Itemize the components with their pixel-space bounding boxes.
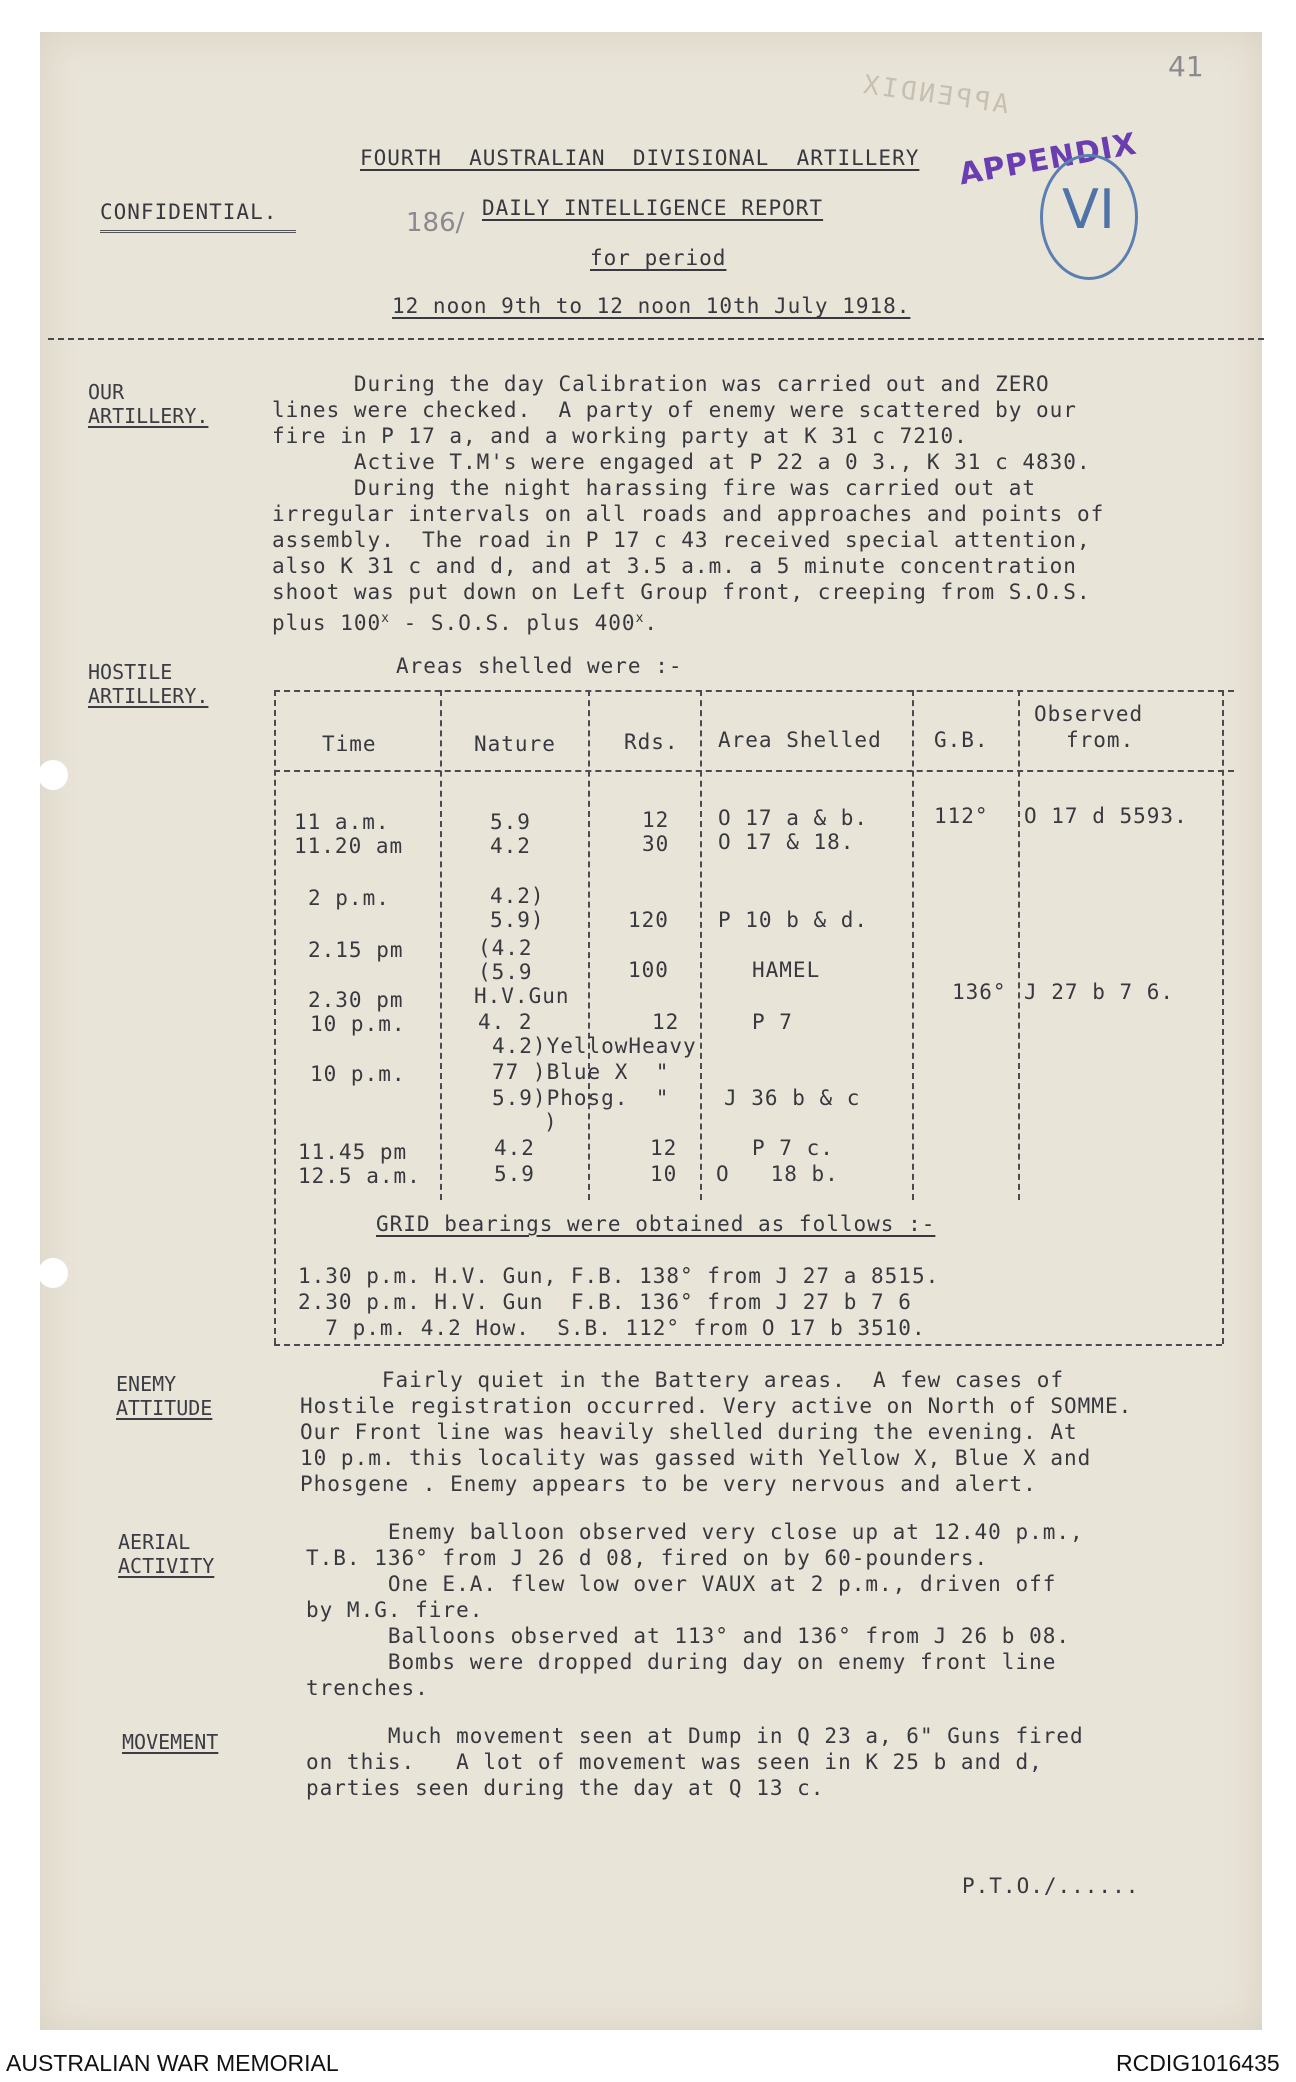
cell-time: 12.5 a.m. — [298, 1164, 421, 1188]
text-line: Fairly quiet in the Battery areas. A few cases of — [300, 1368, 1065, 1392]
cell-nature: 5.9 — [494, 1162, 535, 1186]
text-line: on this. A lot of movement was seen in K 25 b and d, — [306, 1750, 1043, 1774]
cell-time: 10 p.m. — [310, 1062, 406, 1086]
cell-time: 11.45 pm — [298, 1140, 408, 1164]
footer-record-id: RCDIG1016435 — [1116, 2050, 1280, 2076]
report-title: DAILY INTELLIGENCE REPORT — [482, 196, 824, 220]
cell-area: P 10 b & d. — [718, 908, 869, 932]
grid-bearings-heading: GRID bearings were obtained as follows :- — [376, 1212, 936, 1236]
cell-rds: 30 — [642, 832, 670, 856]
our-artillery-label-1: OUR — [88, 380, 125, 404]
cell-time: 2.30 pm — [308, 988, 404, 1012]
enemy-attitude-label-2: ATTITUDE — [116, 1396, 213, 1420]
cell-rds: 100 — [628, 958, 669, 982]
text-line: Balloons observed at 113° and 136° from J 26 b 08. — [306, 1624, 1071, 1648]
text-line: T.B. 136° from J 26 d 08, fired on by 60-pounders. — [306, 1546, 989, 1570]
text-line: One E.A. flew low over VAUX at 2 p.m., driven off — [306, 1572, 1057, 1596]
cell-rds: 10 — [650, 1162, 678, 1186]
our-artillery-label-2: ARTILLERY. — [88, 404, 209, 428]
page-number-mark: 41 — [1168, 50, 1204, 83]
punch-hole — [38, 1258, 68, 1288]
table-top-border — [274, 690, 1234, 692]
movement-label: MOVEMENT — [122, 1730, 219, 1754]
text-line: Phosgene . Enemy appears to be very nervous and alert. — [300, 1472, 1037, 1496]
for-period-label: for period — [590, 246, 727, 270]
col-header-observed: Observed — [1034, 702, 1144, 726]
cell-time: 2 p.m. — [308, 886, 390, 910]
col-header-area: Area Shelled — [718, 728, 882, 752]
areas-shelled-intro: Areas shelled were :- — [396, 654, 683, 678]
cell-rds: 12 — [642, 808, 670, 832]
cell-time: 2.15 pm — [308, 938, 404, 962]
cell-nature: 5.9 — [490, 810, 531, 834]
text-line: Much movement seen at Dump in Q 23 a, 6" Guns fired — [306, 1724, 1084, 1748]
table-header-border — [274, 770, 1234, 772]
punch-hole — [38, 760, 68, 790]
cell-nature: 4.2) — [490, 884, 545, 908]
cell-area: P 7 — [752, 1010, 793, 1034]
hostile-artillery-label-2: ARTILLERY. — [88, 684, 209, 708]
cell-observed: J 27 b 7 6. — [1024, 980, 1175, 1004]
footer-institution: AUSTRALIAN WAR MEMORIAL — [6, 2050, 339, 2076]
text-line: Hostile registration occurred. Very active on North of SOMME. — [300, 1394, 1133, 1418]
appendix-stamp: APPENDIX — [956, 126, 1140, 193]
cell-time: 11.20 am — [294, 834, 404, 858]
enemy-attitude-label-1: ENEMY — [116, 1372, 177, 1396]
grid-bearing-line: 2.30 p.m. H.V. Gun F.B. 136° from J 27 b 7 6 — [298, 1290, 912, 1314]
col-header-rds: Rds. — [624, 730, 679, 754]
please-turn-over: P.T.O./...... — [962, 1874, 1140, 1898]
cell-nature: (5.9 — [478, 960, 533, 984]
text-line: trenches. — [306, 1676, 429, 1700]
text-line: During the night harassing fire was carried out at — [272, 476, 1037, 500]
text-line: During the day Calibration was carried out and ZERO — [272, 372, 1050, 396]
cell-nature: (4.2 — [478, 936, 533, 960]
col-divider — [588, 690, 590, 1200]
table-right-border — [1222, 690, 1224, 1344]
aerial-activity-label-2: ACTIVITY — [118, 1554, 215, 1578]
text-line: parties seen during the day at Q 13 c. — [306, 1776, 825, 1800]
confidential-underline — [100, 230, 296, 233]
text-line: Active T.M's were engaged at P 22 a 0 3., K 31 c 4830. — [272, 450, 1091, 474]
text-line: irregular intervals on all roads and approaches and points of — [272, 502, 1105, 526]
cell-nature: 4.2)YellowHeavy — [492, 1034, 697, 1058]
cell-nature: 77 )Blue X " — [492, 1060, 670, 1084]
table-bottom-border — [274, 1344, 1222, 1346]
cell-area: O 17 a & b. — [718, 806, 869, 830]
col-header-time: Time — [322, 732, 377, 756]
cell-area: O 18 b. — [716, 1162, 839, 1186]
text-line: also K 31 c and d, and at 3.5 a.m. a 5 minute concentration — [272, 554, 1077, 578]
confidential-label: CONFIDENTIAL. — [100, 200, 278, 224]
col-divider — [700, 690, 702, 1200]
header-separator — [48, 338, 1264, 340]
cell-rds: 120 — [628, 908, 669, 932]
cell-gb: 136° — [952, 980, 1007, 1004]
col-divider — [440, 690, 442, 1200]
bleed-through-mark: APPENDIX — [858, 69, 1011, 121]
division-title: FOURTH AUSTRALIAN DIVISIONAL ARTILLERY — [360, 146, 920, 170]
col-header-nature: Nature — [474, 732, 556, 756]
cell-time: 10 p.m. — [310, 1012, 406, 1036]
cell-time: 11 a.m. — [294, 810, 390, 834]
cell-nature: ) — [544, 1110, 558, 1134]
hostile-artillery-label-1: HOSTILE — [88, 660, 173, 684]
col-header-from: from. — [1066, 728, 1135, 752]
col-divider — [1018, 690, 1020, 1200]
text-line: Bombs were dropped during day on enemy front line — [306, 1650, 1057, 1674]
text-line: by M.G. fire. — [306, 1598, 484, 1622]
cell-rds: 12 — [650, 1136, 678, 1160]
cell-area: J 36 b & c — [724, 1086, 861, 1110]
col-divider — [912, 690, 914, 1200]
cell-nature: 5.9) — [490, 908, 545, 932]
grid-bearing-line: 7 p.m. 4.2 How. S.B. 112° from O 17 b 3510. — [298, 1316, 926, 1340]
report-number: 186/ — [406, 208, 465, 238]
text-line: shoot was put down on Left Group front, creeping from S.O.S. — [272, 580, 1091, 604]
cell-nature: 4. 2 — [478, 1010, 533, 1034]
cell-gb: 112° — [934, 804, 989, 828]
text-line: Our Front line was heavily shelled during the evening. At — [300, 1420, 1078, 1444]
text-line: lines were checked. A party of enemy were scattered by our — [272, 398, 1077, 422]
text-line: Enemy balloon observed very close up at 12.40 p.m., — [306, 1520, 1084, 1544]
text-line: fire in P 17 a, and a working party at K 31 c 7210. — [272, 424, 968, 448]
cell-area: P 7 c. — [752, 1136, 834, 1160]
cell-area: O 17 & 18. — [718, 830, 855, 854]
cell-nature: 5.9)Phosg. " — [492, 1086, 670, 1110]
cell-area: HAMEL — [752, 958, 821, 982]
col-header-gb: G.B. — [934, 728, 989, 752]
aerial-activity-label-1: AERIAL — [118, 1530, 191, 1554]
appendix-number: VI — [1062, 178, 1115, 241]
grid-bearing-line: 1.30 p.m. H.V. Gun, F.B. 138° from J 27 a 8515. — [298, 1264, 940, 1288]
cell-rds: 12 — [652, 1010, 680, 1034]
text-line-last: plus 100$^x$ - S.O.S. plus 400$^x$. — [272, 611, 659, 635]
cell-nature: 4.2 — [490, 834, 531, 858]
cell-observed: O 17 d 5593. — [1024, 804, 1188, 828]
table-left-border — [274, 690, 276, 1344]
text-line: 10 p.m. this locality was gassed with Yellow X, Blue X and — [300, 1446, 1092, 1470]
cell-nature: H.V.Gun — [474, 984, 570, 1008]
report-period: 12 noon 9th to 12 noon 10th July 1918. — [392, 294, 911, 318]
text-line: assembly. The road in P 17 c 43 received special attention, — [272, 528, 1091, 552]
cell-nature: 4.2 — [494, 1136, 535, 1160]
